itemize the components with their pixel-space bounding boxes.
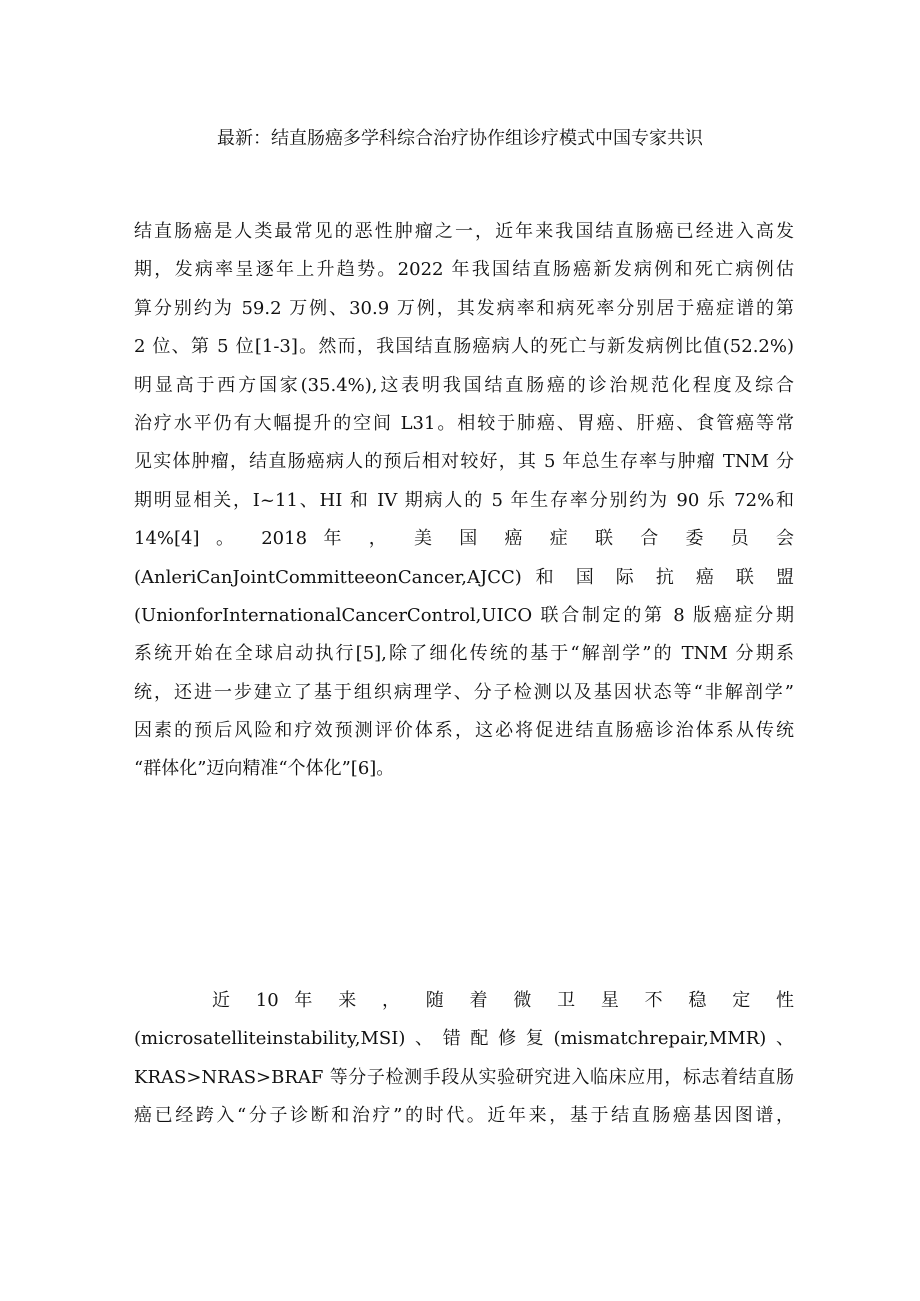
text-line: 近 10 年 来 ， 随 着 微 卫 星 不 稳 定 性 — [212, 990, 794, 1011]
document-title: 最新：结直肠癌多学科综合治疗协作组诊疗模式中国专家共识 — [217, 128, 703, 149]
text-line: 2 位、第 5 位[1-3]。然而，我国结直肠癌病人的死亡与新发病例比值(52.2%) — [134, 336, 794, 358]
text-line: 见实体肿瘤，结直肠癌病人的预后相对较好，其 5 年总生存率与肿瘤 TNM 分 — [134, 451, 794, 473]
text-line: 期明显相关，I~11、HI 和 IV 期病人的 5 年生存率分别约为 90 乐 72%和 — [134, 489, 794, 511]
paragraph-2 — [134, 982, 794, 1136]
paragraph-1 — [134, 213, 794, 789]
text-line: 14%[4] 。 2018 年 ， 美 国 癌 症 联 合 委 员 会 — [134, 528, 794, 550]
text-line: 癌已经跨入“分子诊断和治疗”的时代。近年来，基于结直肠癌基因图谱， — [134, 1105, 794, 1127]
text-line: “群体化”迈向精准“个体化”[6]。 — [134, 758, 395, 780]
text-line: 明显高于西方国家(35.4%),这表明我国结直肠癌的诊治规范化程度及综合 — [134, 374, 794, 396]
text-line: 期，发病率呈逐年上升趋势。2022 年我国结直肠癌新发病例和死亡病例估 — [134, 259, 794, 281]
text-line: 系统开始在全球启动执行[5],除了细化传统的基于“解剖学”的 TNM 分期系 — [134, 643, 794, 665]
text-line: 算分别约为 59.2 万例、30.9 万例，其发病率和病死率分别居于癌症谱的第 — [134, 297, 794, 319]
text-line: 结直肠癌是人类最常见的恶性肿瘤之一，近年来我国结直肠癌已经进入高发 — [134, 221, 794, 242]
text-line: (microsatelliteinstability,MSI)、错配修复(mismatchrepair,MMR)、 — [134, 1028, 794, 1050]
text-line: KRAS>NRAS>BRAF 等分子检测手段从实验研究进入临床应用，标志着结直肠 — [134, 1066, 794, 1088]
text-line: (UnionforInternationalCancerControl,UICO 联合制定的第 8 版癌症分期 — [134, 604, 794, 626]
text-line: 统，还进一步建立了基于组织病理学、分子检测以及基因状态等“非解剖学” — [134, 681, 794, 703]
text-line: (AnleriCanJointCommitteeonCancer,AJCC) 和 国 际 抗 癌 联 盟 — [134, 566, 794, 588]
text-line: 治疗水平仍有大幅提升的空间 L31。相较于肺癌、胃癌、肝癌、食管癌等常 — [134, 412, 794, 434]
text-line: 因素的预后风险和疗效预测评价体系，这必将促进结直肠癌诊治体系从传统 — [134, 720, 794, 742]
